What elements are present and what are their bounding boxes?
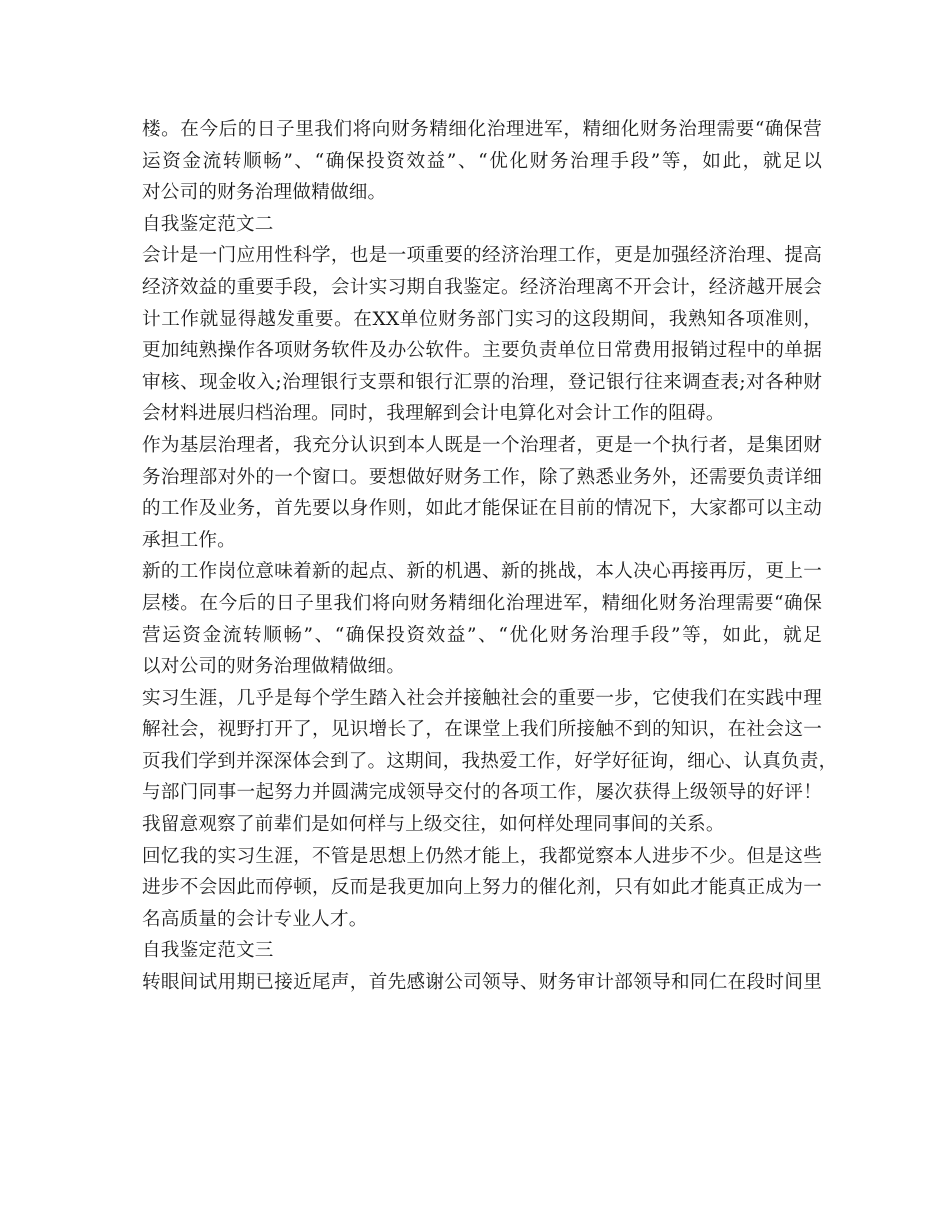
text-line: 名高质量的会计专业人才。: [142, 908, 368, 930]
text-line: 我留意观察了前辈们是如何样与上级交往，如何样处理同事间的关系。: [142, 814, 725, 836]
text-line: 运资金流转顺畅”、“确保投资效益”、“优化财务治理手段”等，如此，就足以: [142, 150, 822, 172]
text-line: 承担工作。: [142, 529, 236, 551]
text-line: 更加纯熟操作各项财务软件及办公软件。主要负责单位日常费用报销过程中的单据: [142, 340, 822, 362]
text-line: 层楼。在今后的日子里我们将向财务精细化治理进军，精细化财务治理需要“确保: [142, 592, 822, 614]
text-line: 的工作及业务，首先要以身作则，如此才能保证在目前的情况下，大家都可以主动: [142, 498, 822, 520]
text-line: 转眼间试用期已接近尾声，首先感谢公司领导、财务审计部领导和同仁在段时间里: [142, 972, 822, 994]
text-line: 回忆我的实习生涯，不管是思想上仍然才能上，我都觉察本人进步不少。但是这些: [142, 845, 822, 867]
text-line: 进步不会因此而停顿，反而是我更加向上努力的催化剂，只有如此才能真正成为一: [142, 877, 822, 899]
paragraph: [142, 967, 822, 999]
text-line: 页我们学到并深深体会到了。这期间，我热爱工作，好学好征询，细心、认真负责，: [142, 750, 838, 772]
paragraph: [142, 683, 838, 841]
section-heading: [142, 209, 822, 241]
text-line: 楼。在今后的日子里我们将向财务精细化治理进军，精细化财务治理需要“确保营: [142, 119, 822, 140]
heading-text: 自我鉴定范文二: [142, 213, 274, 235]
text-line: 计工作就显得越发重要。在XX单位财务部门实习的这段期间，我熟知各项准则，: [142, 308, 822, 330]
paragraph: [142, 430, 822, 556]
section-heading: [142, 935, 822, 967]
text-line: 新的工作岗位意味着新的起点、新的机遇、新的挑战，本人决心再接再厉，更上一: [142, 561, 822, 583]
text-line: 解社会，视野打开了，见识增长了，在课堂上我们所接触不到的知识，在社会这一: [142, 719, 822, 741]
text-line: 实习生涯，几乎是每个学生踏入社会并接触社会的重要一步，它使我们在实践中理: [142, 687, 822, 709]
text-line: 会计是一门应用性科学，也是一项重要的经济治理工作，更是加强经济治理、提高: [142, 245, 822, 267]
text-line: 审核、现金收入;治理银行支票和银行汇票的治理，登记银行往来调查表;对各种财: [142, 371, 822, 393]
text-line: 经济效益的重要手段，会计实习期自我鉴定。经济治理离不开会计，经济越开展会: [142, 276, 822, 298]
text-line: 会材料进展归档治理。同时，我理解到会计电算化对会计工作的阻碍。: [142, 403, 725, 425]
document-page: [142, 114, 838, 999]
paragraph: [142, 114, 822, 209]
text-line: 以对公司的财务治理做精做细。: [142, 656, 406, 678]
paragraph: [142, 556, 822, 682]
paragraph: [142, 841, 822, 936]
text-line: 务治理部对外的一个窗口。要想做好财务工作，除了熟悉业务外，还需要负责详细: [142, 466, 822, 488]
text-line: 对公司的财务治理做精做细。: [142, 182, 387, 204]
heading-text: 自我鉴定范文三: [142, 940, 274, 962]
paragraph: [142, 240, 822, 430]
text-line: 与部门同事一起努力并圆满完成领导交付的各项工作，屡次获得上级领导的好评！: [142, 782, 822, 804]
text-line: 营运资金流转顺畅”、“确保投资效益”、“优化财务治理手段”等，如此，就足: [142, 624, 822, 646]
text-line: 作为基层治理者，我充分认识到本人既是一个治理者，更是一个执行者，是集团财: [142, 434, 822, 456]
